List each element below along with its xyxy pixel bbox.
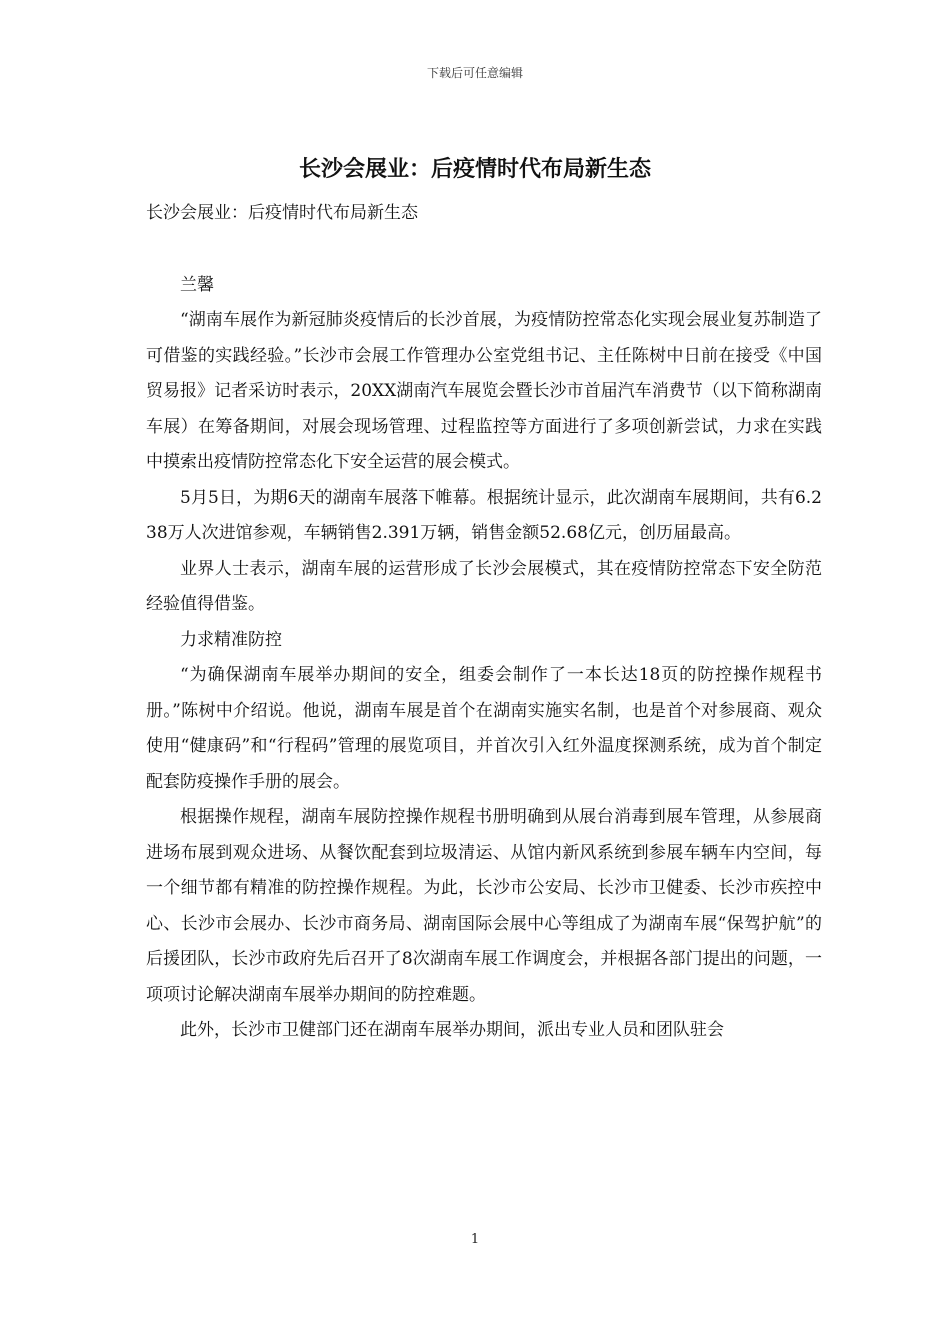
document-subtitle: 长沙会展业：后疫情时代布局新生态: [146, 203, 418, 223]
author-line: 兰馨: [180, 274, 214, 295]
paragraph: “为确保湖南车展举办期间的安全，组委会制作了一本长达18页的防控操作规程书册。”陈树中介绍说。他说，湖南车展是首个在湖南实施实名制，也是首个对参展商、观众使用“健康码”和“行程码”管理的展览项目，并首次引入红外温度探测系统，成为首个制定配套防疫操作手册的展会。: [146, 665, 822, 792]
section-heading: 力求精准防控: [180, 629, 282, 650]
document-body: [146, 196, 822, 1049]
paragraph: “湖南车展作为新冠肺炎疫情后的长沙首展，为疫情防控常态化实现会展业复苏制造了可借鉴的实践经验。”长沙市会展工作管理办公室党组书记、主任陈树中日前在接受《中国贸易报》记者采访时表示，20XX湖南汽车展览会暨长沙市首届汽车消费节（以下简称湖南车展）在筹备期间，对展会现场管理、过程监控等方面进行了多项创新尝试，力求在实践中摸索出疫情防控常态化下安全运营的展会模式。: [146, 310, 822, 472]
header-note: 下载后可任意编辑: [426, 66, 523, 80]
paragraph: 此外，长沙市卫健部门还在湖南车展举办期间，派出专业人员和团队驻会: [180, 1020, 724, 1040]
page-number: 1: [470, 1232, 480, 1247]
document-title: 长沙会展业：后疫情时代布局新生态: [298, 157, 651, 182]
paragraph: 5月5日，为期6天的湖南车展落下帷幕。根据统计显示，此次湖南车展期间，共有6.238万人次进馆参观，车辆销售2.391万辆，销售金额52.68亿元，创历届最高。: [146, 487, 822, 543]
paragraph: 业界人士表示，湖南车展的运营形成了长沙会展模式，其在疫情防控常态下安全防范经验值得借鉴。: [146, 558, 822, 614]
paragraph: 根据操作规程，湖南车展防控操作规程书册明确到从展台消毒到展车管理，从参展商进场布展到观众进场、从餐饮配套到垃圾清运、从馆内新风系统到参展车辆车内空间，每一个细节都有精准的防控操作规程。为此，长沙市公安局、长沙市卫健委、长沙市疾控中心、长沙市会展办、长沙市商务局、湖南国际会展中心等组成了为湖南车展“保驾护航”的后援团队，长沙市政府先后召开了8次湖南车展工作调度会，并根据各部门提出的问题，一项项讨论解决湖南车展举办期间的防控难题。: [146, 807, 822, 1005]
